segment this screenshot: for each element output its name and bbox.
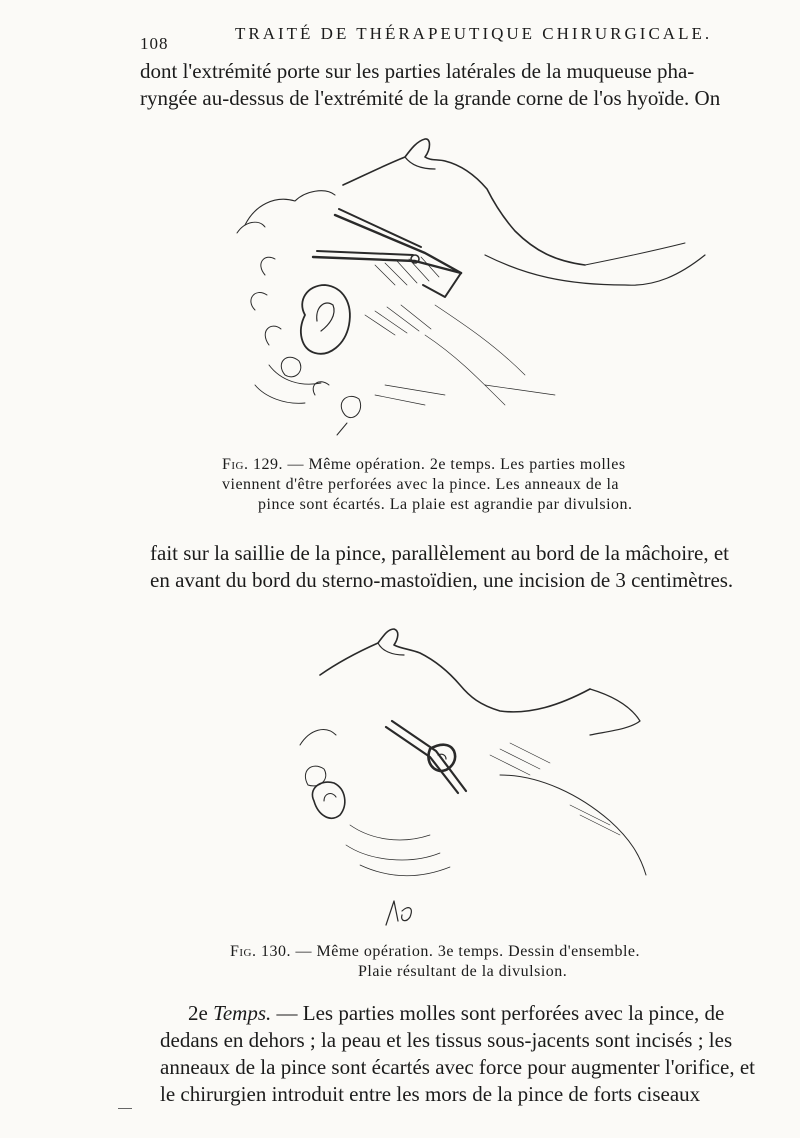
running-title: TRAITÉ DE THÉRAPEUTIQUE CHIRURGICALE.	[235, 24, 713, 43]
paragraph-2	[150, 540, 775, 594]
figure-label: Fig. 130.	[230, 943, 292, 960]
text-line: fait sur la saillie de la pince, parallèlement au bord de la mâchoire, et	[150, 541, 729, 565]
paragraph-1	[140, 58, 760, 112]
figure-130-illustration	[290, 625, 770, 930]
caption-text: — Même opération. 2e temps. Les parties molles	[287, 456, 626, 473]
figure-129-illustration	[225, 135, 725, 455]
figure-label: Fig. 129.	[222, 456, 284, 473]
caption-line: Plaie résultant de la divulsion.	[358, 963, 568, 980]
text-line: le chirurgien introduit entre les mors de la pince de forts ciseaux	[160, 1082, 701, 1106]
caption-text: — Même opération. 3e temps. Dessin d'ensemble.	[295, 943, 640, 960]
caption-line: pince sont écartés. La plaie est agrandie par divulsion.	[258, 496, 633, 513]
page-header	[140, 20, 760, 53]
scan-edge-mark	[118, 1108, 132, 1109]
text-line: dont l'extrémité porte sur les parties latérales de la muqueuse pha-	[140, 59, 695, 83]
paragraph-3	[160, 1000, 785, 1108]
step-number: 2e	[188, 1001, 208, 1025]
text-line: en avant du bord du sterno-mastoïdien, une incision de 3 centimètres.	[150, 568, 734, 592]
page-number: 108	[140, 34, 169, 53]
figure-130-caption	[230, 942, 710, 982]
text-line: ryngée au-dessus de l'extrémité de la grande corne de l'os hyoïde. On	[140, 86, 721, 110]
text-fragment: — Les parties molles sont perforées avec la pince, de	[271, 1001, 725, 1025]
figure-129-caption	[222, 455, 702, 515]
caption-line	[222, 455, 702, 475]
step-label: Temps.	[213, 1001, 272, 1025]
text-line: dedans en dehors ; la peau et les tissus sous-jacents sont incisés ; les	[160, 1028, 733, 1052]
text-line	[160, 1000, 785, 1027]
text-line: anneaux de la pince sont écartés avec force pour augmenter l'orifice, et	[160, 1055, 755, 1079]
caption-line	[230, 942, 710, 962]
caption-line: viennent d'être perforées avec la pince. Les anneaux de la	[222, 476, 620, 493]
